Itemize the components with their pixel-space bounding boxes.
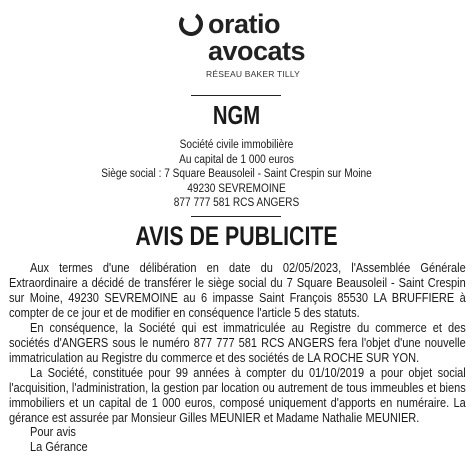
closing-pour-avis: Pour avis: [30, 425, 76, 439]
closing-gerance: La Gérance: [30, 440, 88, 454]
logo-text-avocats: avocats: [208, 36, 306, 66]
company-name: NGM: [212, 100, 261, 130]
company-capital: Au capital de 1 000 euros: [179, 153, 294, 166]
divider-middle: [191, 216, 281, 217]
notice-paragraph: En conséquence, la Société qui est immatriculée au Registre du commerce et des sociétés d'ANGERS sous le numéro 877 777 581 RCS ANGERS fera l'objet d'une nouvelle immatriculation au Registre du commerce et des sociétés de LA ROCHE SUR YON.: [9, 321, 466, 365]
notice-paragraph: La Société, constituée pour 99 années à compter du 01/10/2019 a pour objet social l'acquisition, l'administration, la gestion par location ou autrement de tous immeubles et biens immobiliers et un capital de 1 000 euros, composé uniquement d'apports en numéraire. La gérance est assurée par Monsieur Gilles MEUNIER et Madame Nathalie MEUNIER.: [9, 366, 466, 425]
notice-signature: [30, 425, 88, 455]
firm-logo-icon: [179, 12, 203, 36]
notice-paragraph: Aux termes d'une délibération en date du 02/05/2023, l'Assemblée Générale Extraordinaire a décidé de transférer le siège social du 7 Square Beausoleil - Saint Crespin sur Moine, 49230 SEVREMOINE au 6 impasse Saint François 85530 LA BRUFFIERE à compter de ce jour et de modifier en conséquence l'article 5 des statuts.: [9, 261, 466, 320]
logo-text-oratio: oratio: [208, 9, 281, 39]
notice-heading: AVIS DE PUBLICITE: [135, 221, 338, 251]
logo-tagline: RÉSEAU BAKER TILLY: [206, 69, 300, 79]
notice-body: [9, 261, 466, 426]
company-city: 49230 SEVREMOINE: [187, 182, 286, 195]
divider-top: [191, 95, 281, 96]
company-rcs: 877 777 581 RCS ANGERS: [173, 197, 300, 210]
company-type: Société civile immobilière: [179, 139, 294, 151]
company-seat: Siège social : 7 Square Beausoleil - Saint Crespin sur Moine: [101, 168, 372, 181]
company-info: [0, 138, 473, 211]
firm-logo: [175, 6, 335, 78]
